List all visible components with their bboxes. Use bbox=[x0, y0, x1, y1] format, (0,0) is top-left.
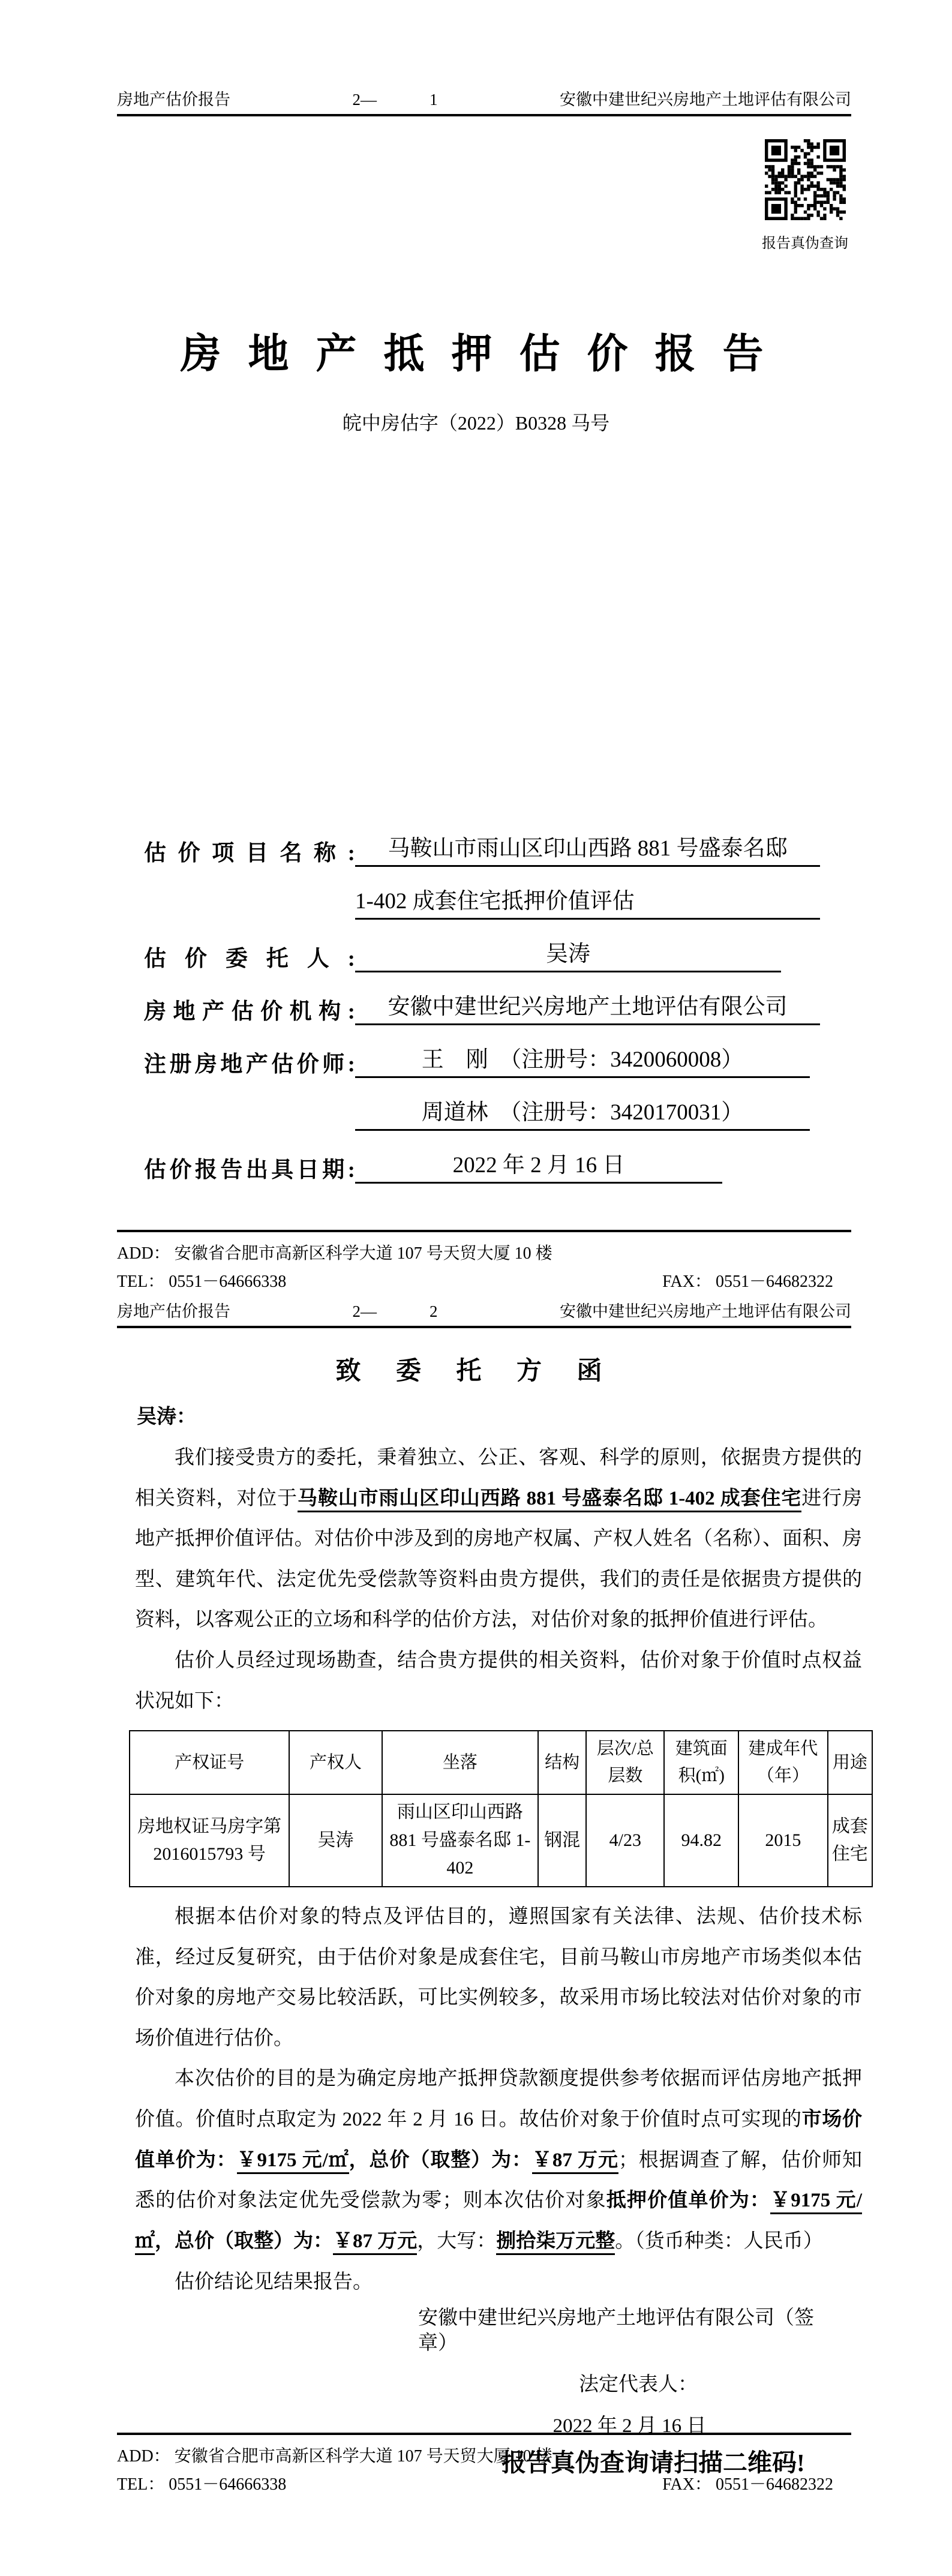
header-report-type: 房地产估价报告 bbox=[117, 91, 230, 109]
field-value-underline: 2022 年 2 月 16 日 bbox=[355, 1146, 722, 1184]
qr-scan-notice: 报告真伪查询请扫描二维码! bbox=[501, 2449, 805, 2477]
cell-structure: 钢混 bbox=[538, 1794, 586, 1887]
amount-in-words: 捌拾柒万元整 bbox=[496, 2230, 615, 2255]
field-project-name bbox=[144, 830, 952, 867]
header-page-indicator bbox=[353, 1302, 438, 1321]
market-value-label: 市场价值单价为： bbox=[135, 2109, 863, 2171]
mortgage-total-price: ￥87 万元 bbox=[333, 2230, 417, 2255]
col-header-area: 建筑面积(㎡) bbox=[664, 1731, 738, 1794]
qr-caption: 报告真伪查询 bbox=[762, 236, 848, 251]
market-unit-price: ￥9175 元/㎡ bbox=[237, 2149, 349, 2174]
cell-area: 94.82 bbox=[664, 1794, 738, 1887]
field-value-underline: 吴涛 bbox=[355, 935, 781, 972]
field-client bbox=[144, 935, 952, 972]
field-value-underline: 1-402 成套住宅抵押价值评估 bbox=[355, 882, 820, 920]
footer-rule bbox=[117, 1230, 851, 1232]
market-total-price: ￥87 万元 bbox=[532, 2149, 618, 2174]
footer-contact-row bbox=[117, 2473, 851, 2496]
paragraph-method: 根据本估价对象的特点及评估目的，遵照国家有关法律、法规、估价技术标准，经过反复研究，由于估价对象是成套住宅，目前马鞍山市房地产市场类似本估价对象的房地产交易比较活跃，可比实例较多，故采用市场比较法对估价对象的市场价值进行估价。 bbox=[135, 1905, 862, 2049]
cell-location: 雨山区印山西路 881 号盛泰名邸 1-402 bbox=[382, 1794, 538, 1887]
cover-fields bbox=[144, 830, 952, 1184]
field-agency bbox=[144, 988, 952, 1025]
signature-date: 2022 年 2 月 16 日 bbox=[552, 2415, 707, 2437]
field-value-underline: 周道林 （注册号：3420170031） bbox=[355, 1094, 810, 1131]
field-label: 房地产估价机构: bbox=[144, 999, 355, 1024]
total-price-label: ，总价（取整）为： bbox=[349, 2149, 532, 2171]
col-header-owner: 产权人 bbox=[289, 1731, 382, 1794]
paragraph-survey: 估价人员经过现场勘查，结合贵方提供的相关资料，估价对象于价值时点权益状况如下： bbox=[135, 1650, 862, 1712]
paragraph-text: ；根据调查了解，估价师知悉的估价对象法定优先受偿款为零；则本次估价对象 bbox=[135, 2149, 863, 2212]
table-header-row bbox=[130, 1731, 872, 1794]
header-volume: 2— bbox=[352, 91, 377, 109]
paragraph-text: 本次估价的目的是为确定房地产抵押贷款额度提供参考依据而评估房地产抵押价值。价值时点取定为 2022 年 2 月 16 日。故估价对象于价值时点可实现的 bbox=[135, 2068, 862, 2131]
signature-company: 安徽中建世纪兴房地产土地评估有限公司（签章） bbox=[418, 2307, 814, 2354]
signature-legal-representative: 法定代表人： bbox=[579, 2373, 698, 2395]
field-project-name-line2 bbox=[144, 882, 952, 920]
header-report-type: 房地产估价报告 bbox=[117, 1302, 230, 1320]
letter-salutation: 吴涛： bbox=[137, 1406, 196, 1428]
page1-footer bbox=[117, 1230, 851, 1293]
footer-fax: FAX： 0551－64682322 bbox=[662, 1272, 833, 1292]
total-price-label: ，总价（取整）为： bbox=[155, 2230, 333, 2253]
field-appraiser-2 bbox=[144, 1094, 952, 1131]
footer-fax: FAX： 0551－64682322 bbox=[662, 2475, 833, 2494]
col-header-use: 用途 bbox=[828, 1731, 872, 1794]
letter-title: 致 委 托 方 函 bbox=[335, 1358, 617, 1386]
property-name-emphasis: 马鞍山市雨山区印山西路 881 号盛泰名邸 1-402 成套住宅 bbox=[298, 1488, 801, 1512]
table-data-row bbox=[130, 1794, 872, 1887]
col-header-location: 坐落 bbox=[382, 1731, 538, 1794]
field-label: 估价项目名称: bbox=[144, 840, 355, 866]
verification-qr-block bbox=[760, 139, 850, 252]
field-appraiser-1 bbox=[144, 1041, 952, 1078]
field-value-underline: 王 刚 （注册号：3420060008） bbox=[355, 1041, 810, 1078]
header-volume: 2— bbox=[352, 1302, 377, 1320]
signature-block bbox=[418, 2306, 841, 2439]
col-header-year: 建成年代（年） bbox=[738, 1731, 828, 1794]
report-document-number: 皖中房估字（2022）B0328 马号 bbox=[342, 412, 610, 434]
col-header-structure: 结构 bbox=[538, 1731, 586, 1794]
header-company-name: 安徽中建世纪兴房地产土地评估有限公司 bbox=[560, 91, 851, 109]
paragraph-text: 。（货币种类：人民币） bbox=[615, 2230, 823, 2253]
paragraph-text: 进行房地产抵押价值评估。对估价中涉及到的房地产权属、产权人姓名（名称）、面积、房型、建筑年代、法定优先受偿款等资料由贵方提供，我们的责任是依据贵方提供的资料，以客观公正的立场和科学的估价方法，对估价对象的抵押价值进行评估。 bbox=[135, 1487, 863, 1631]
mortgage-value-label: 抵押价值单价为： bbox=[606, 2190, 771, 2212]
paragraph-text: ，大写： bbox=[417, 2230, 497, 2253]
footer-address: ADD： 安徽省合肥市高新区科学大道 107 号天贸大厦 10 楼 bbox=[117, 1244, 552, 1263]
cell-year: 2015 bbox=[738, 1794, 828, 1887]
paragraph-conclusion: 估价结论见结果报告。 bbox=[175, 2271, 373, 2293]
paragraph-valuation bbox=[135, 2059, 862, 2262]
cell-owner: 吴涛 bbox=[289, 1794, 382, 1887]
footer-rule bbox=[117, 2433, 851, 2435]
report-title: 房 地 产 抵 押 估 价 报 告 bbox=[180, 331, 772, 377]
cell-use: 成套住宅 bbox=[828, 1794, 872, 1887]
cell-certificate: 房地权证马房字第 2016015793 号 bbox=[130, 1794, 289, 1887]
property-rights-table bbox=[129, 1730, 873, 1887]
field-label: 注册房地产估价师: bbox=[144, 1052, 355, 1077]
letter-page bbox=[0, 1296, 952, 2576]
field-label: 估价报告出具日期: bbox=[144, 1157, 355, 1182]
header-company-name: 安徽中建世纪兴房地产土地评估有限公司 bbox=[560, 1302, 851, 1320]
page2-running-header bbox=[117, 1296, 851, 1328]
footer-address: ADD： 安徽省合肥市高新区科学大道 107 号天贸大厦 10 楼 bbox=[117, 2447, 552, 2466]
paragraph-commission bbox=[135, 1438, 862, 1641]
mortgage-unit-price: ￥9175 元/㎡ bbox=[135, 2190, 862, 2255]
page1-running-header bbox=[117, 0, 851, 116]
footer-tel: TEL： 0551－64666338 bbox=[117, 2475, 287, 2494]
col-header-certificate: 产权证号 bbox=[130, 1731, 289, 1794]
col-header-floor: 层次/总层数 bbox=[586, 1731, 664, 1794]
header-page-number: 2 bbox=[430, 1302, 438, 1320]
field-label: 估价委托人: bbox=[144, 946, 355, 971]
field-value-underline: 安徽中建世纪兴房地产土地评估有限公司 bbox=[355, 988, 820, 1025]
footer-tel: TEL： 0551－64666338 bbox=[117, 1272, 287, 1292]
paragraph-text: 我们接受贵方的委托，秉着独立、公正、客观、科学的原则，依据贵方提供的相关资料，对位于 bbox=[135, 1446, 862, 1509]
page2-footer bbox=[117, 2433, 851, 2496]
qr-code-image bbox=[765, 139, 846, 220]
header-page-number: 1 bbox=[430, 91, 438, 109]
field-value-underline: 马鞍山市雨山区印山西路 881 号盛泰名邸 bbox=[355, 830, 820, 867]
cell-floor: 4/23 bbox=[586, 1794, 664, 1887]
field-issue-date bbox=[144, 1146, 952, 1184]
header-page-indicator bbox=[353, 90, 438, 109]
footer-contact-row bbox=[117, 1270, 851, 1293]
